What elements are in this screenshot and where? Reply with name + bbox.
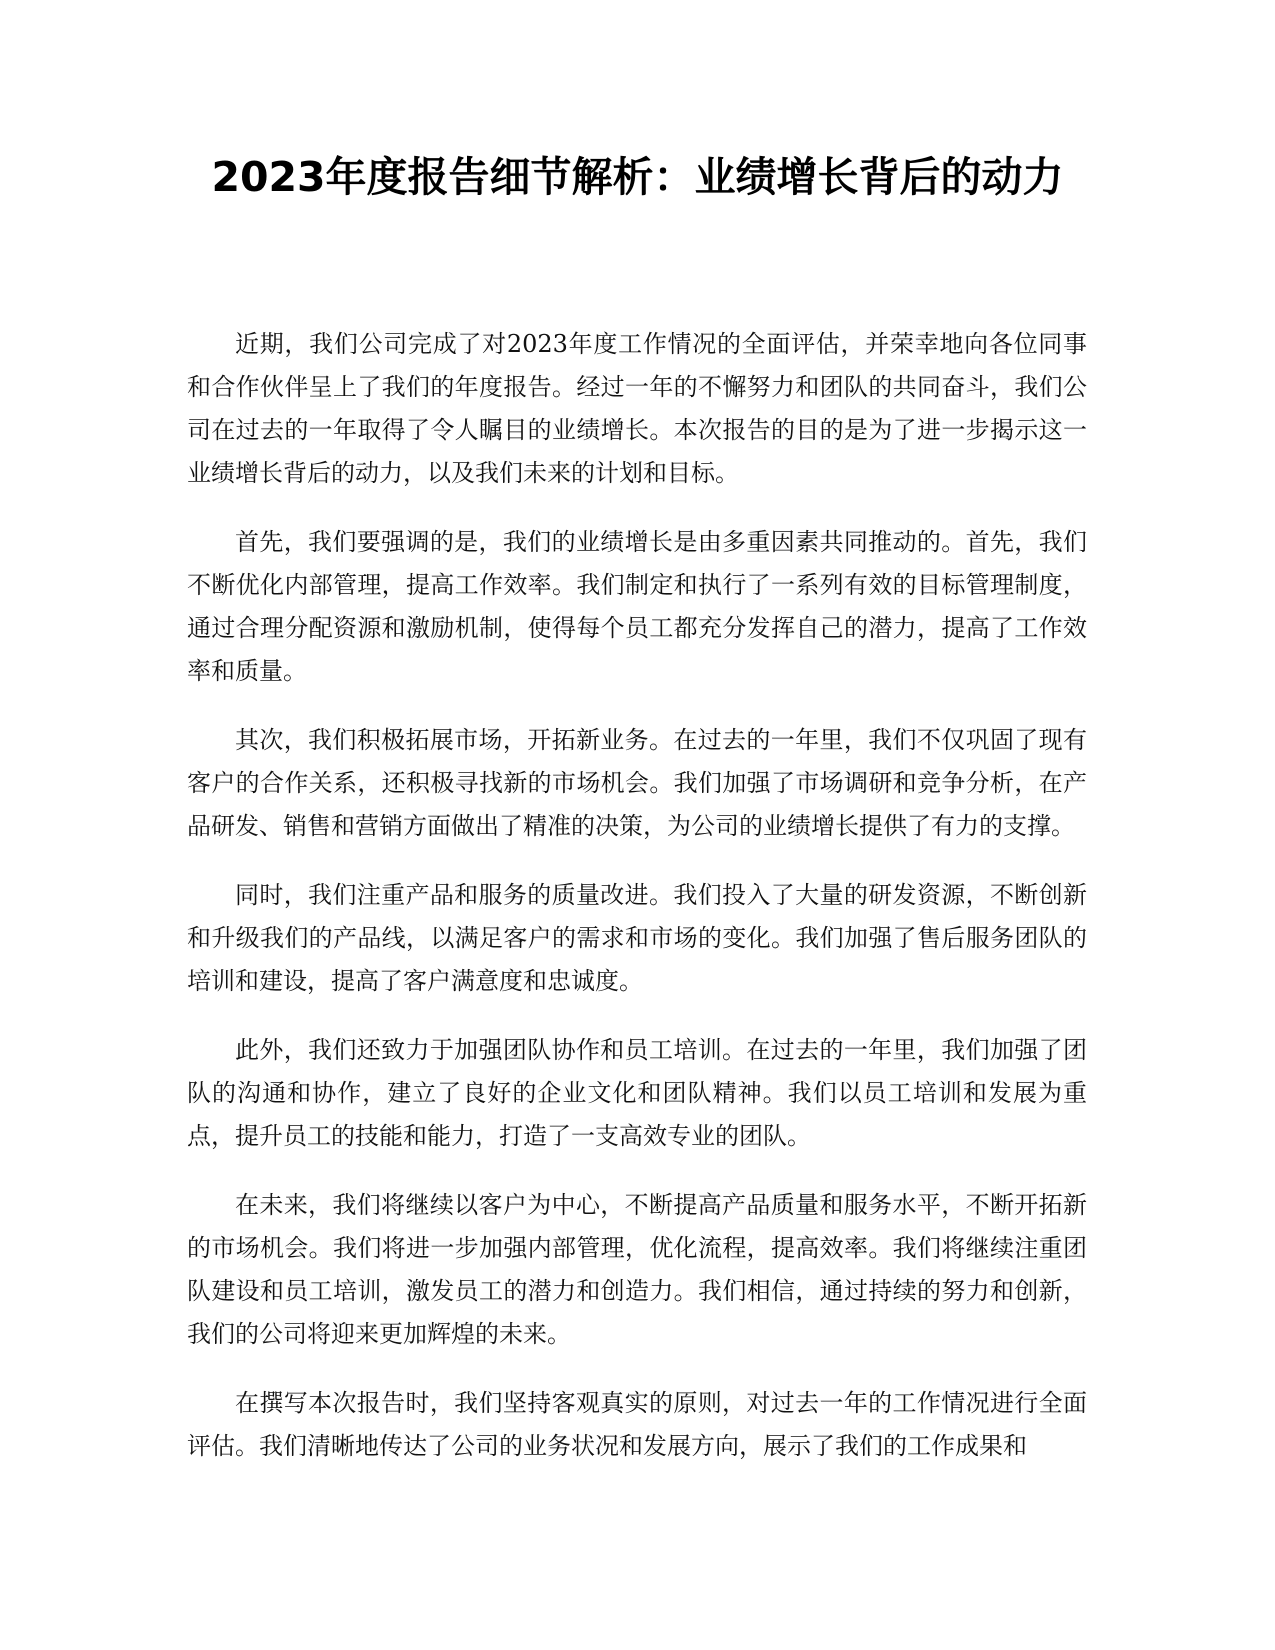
paragraph-2: 首先，我们要强调的是，我们的业绩增长是由多重因素共同推动的。首先，我们不断优化内部管理，提高工作效率。我们制定和执行了一系列有效的目标管理制度，通过合理分配资源和激励机制，使得每个员工都充分发挥自己的潜力，提高了工作效率和质量。: [187, 528, 1087, 685]
document-title: 2023年度报告细节解析：业绩增长背后的动力: [211, 153, 1064, 201]
paragraph-6: 在未来，我们将继续以客户为中心，不断提高产品质量和服务水平，不断开拓新的市场机会。我们将进一步加强内部管理，优化流程，提高效率。我们将继续注重团队建设和员工培训，激发员工的潜力和创造力。我们相信，通过持续的努力和创新，我们的公司将迎来更加辉煌的未来。: [187, 1191, 1087, 1348]
paragraph-7: 在撰写本次报告时，我们坚持客观真实的原则，对过去一年的工作情况进行全面评估。我们清晰地传达了公司的业务状况和发展方向，展示了我们的工作成果和: [187, 1389, 1087, 1460]
document-body: [187, 323, 1087, 1494]
paragraph-3: 其次，我们积极拓展市场，开拓新业务。在过去的一年里，我们不仅巩固了现有客户的合作关系，还积极寻找新的市场机会。我们加强了市场调研和竞争分析，在产品研发、销售和营销方面做出了精准的决策，为公司的业绩增长提供了有力的支撑。: [187, 726, 1087, 840]
paragraph-1: 近期，我们公司完成了对2023年度工作情况的全面评估，并荣幸地向各位同事和合作伙伴呈上了我们的年度报告。经过一年的不懈努力和团队的共同奋斗，我们公司在过去的一年取得了令人瞩目的业绩增长。本次报告的目的是为了进一步揭示这一业绩增长背后的动力，以及我们未来的计划和目标。: [187, 330, 1087, 487]
paragraph-5: 此外，我们还致力于加强团队协作和员工培训。在过去的一年里，我们加强了团队的沟通和协作，建立了良好的企业文化和团队精神。我们以员工培训和发展为重点，提升员工的技能和能力，打造了一支高效专业的团队。: [187, 1036, 1087, 1150]
paragraph-4: 同时，我们注重产品和服务的质量改进。我们投入了大量的研发资源，不断创新和升级我们的产品线，以满足客户的需求和市场的变化。我们加强了售后服务团队的培训和建设，提高了客户满意度和忠诚度。: [187, 881, 1087, 995]
